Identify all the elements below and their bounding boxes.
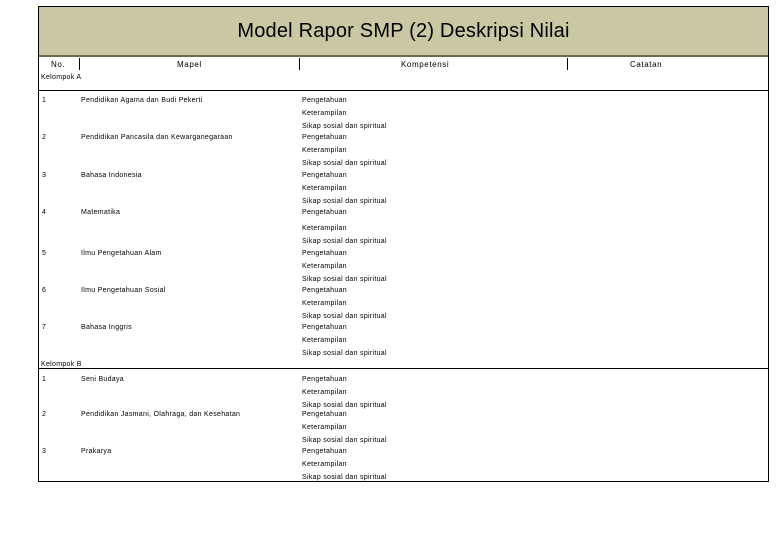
competency-item: Keterampilan bbox=[302, 110, 347, 117]
subject-name: Prakarya bbox=[81, 448, 112, 455]
competency-item: Sikap sosial dan spiritual bbox=[302, 160, 387, 167]
competency-item: Keterampilan bbox=[302, 389, 347, 396]
competency-item: Pengetahuan bbox=[302, 411, 347, 418]
header-catatan: Catatan bbox=[630, 60, 663, 69]
subject-number: 5 bbox=[42, 250, 47, 257]
subject-name: Matematika bbox=[81, 209, 121, 216]
subject-name: Pendidikan Agama dan Budi Pekerti bbox=[81, 97, 203, 104]
header-kompetensi: Kompetensi bbox=[401, 60, 450, 69]
competency-item: Keterampilan bbox=[302, 424, 347, 431]
subject-name: Seni Budaya bbox=[81, 376, 124, 383]
competency-item: Sikap sosial dan spiritual bbox=[302, 123, 387, 130]
header-divider bbox=[567, 58, 568, 70]
competency-item: Sikap sosial dan spiritual bbox=[302, 198, 387, 205]
competency-item: Sikap sosial dan spiritual bbox=[302, 238, 387, 245]
subject-name: Ilmu Pengetahuan Alam bbox=[81, 250, 162, 257]
competency-item: Sikap sosial dan spiritual bbox=[302, 313, 387, 320]
subject-name: Pendidikan Jasmani, Olahraga, dan Kesehatan bbox=[81, 411, 241, 418]
competency-item: Pengetahuan bbox=[302, 448, 347, 455]
subject-number: 6 bbox=[42, 287, 47, 294]
header-divider bbox=[299, 58, 300, 70]
group-label: Kelompok A bbox=[41, 74, 82, 81]
page-title: Model Rapor SMP (2) Deskripsi Nilai bbox=[237, 20, 570, 42]
competency-item: Keterampilan bbox=[302, 263, 347, 270]
competency-item: Keterampilan bbox=[302, 461, 347, 468]
competency-item: Sikap sosial dan spiritual bbox=[302, 276, 387, 283]
competency-item: Sikap sosial dan spiritual bbox=[302, 474, 387, 481]
subject-number: 1 bbox=[42, 97, 47, 104]
subject-number: 4 bbox=[42, 209, 47, 216]
subject-number: 3 bbox=[42, 172, 47, 179]
header-no: No. bbox=[51, 60, 66, 69]
title-banner bbox=[39, 7, 768, 57]
subject-name: Pendidikan Pancasila dan Kewarganegaraan bbox=[81, 134, 233, 141]
competency-item: Pengetahuan bbox=[302, 97, 347, 104]
competency-item: Pengetahuan bbox=[302, 250, 347, 257]
subject-name: Bahasa Inggris bbox=[81, 324, 132, 331]
header-mapel: Mapel bbox=[177, 60, 202, 69]
competency-item: Keterampilan bbox=[302, 225, 347, 232]
competency-item: Pengetahuan bbox=[302, 134, 347, 141]
competency-item: Pengetahuan bbox=[302, 376, 347, 383]
competency-item: Sikap sosial dan spiritual bbox=[302, 402, 387, 409]
competency-item: Sikap sosial dan spiritual bbox=[302, 437, 387, 444]
subject-name: Bahasa Indonesia bbox=[81, 172, 142, 179]
row-divider bbox=[39, 368, 768, 369]
header-divider bbox=[79, 58, 80, 70]
group-label: Kelompok B bbox=[41, 361, 82, 368]
subject-name: Ilmu Pengetahuan Sosial bbox=[81, 287, 166, 294]
competency-item: Pengetahuan bbox=[302, 172, 347, 179]
subject-number: 1 bbox=[42, 376, 47, 383]
competency-item: Pengetahuan bbox=[302, 324, 347, 331]
competency-item: Sikap sosial dan spiritual bbox=[302, 350, 387, 357]
subject-number: 2 bbox=[42, 134, 47, 141]
competency-item: Keterampilan bbox=[302, 147, 347, 154]
subject-number: 3 bbox=[42, 448, 47, 455]
row-divider bbox=[39, 90, 768, 91]
subject-number: 7 bbox=[42, 324, 47, 331]
competency-item: Pengetahuan bbox=[302, 287, 347, 294]
competency-item: Pengetahuan bbox=[302, 209, 347, 216]
subject-number: 2 bbox=[42, 411, 47, 418]
competency-item: Keterampilan bbox=[302, 185, 347, 192]
competency-item: Keterampilan bbox=[302, 337, 347, 344]
competency-item: Keterampilan bbox=[302, 300, 347, 307]
